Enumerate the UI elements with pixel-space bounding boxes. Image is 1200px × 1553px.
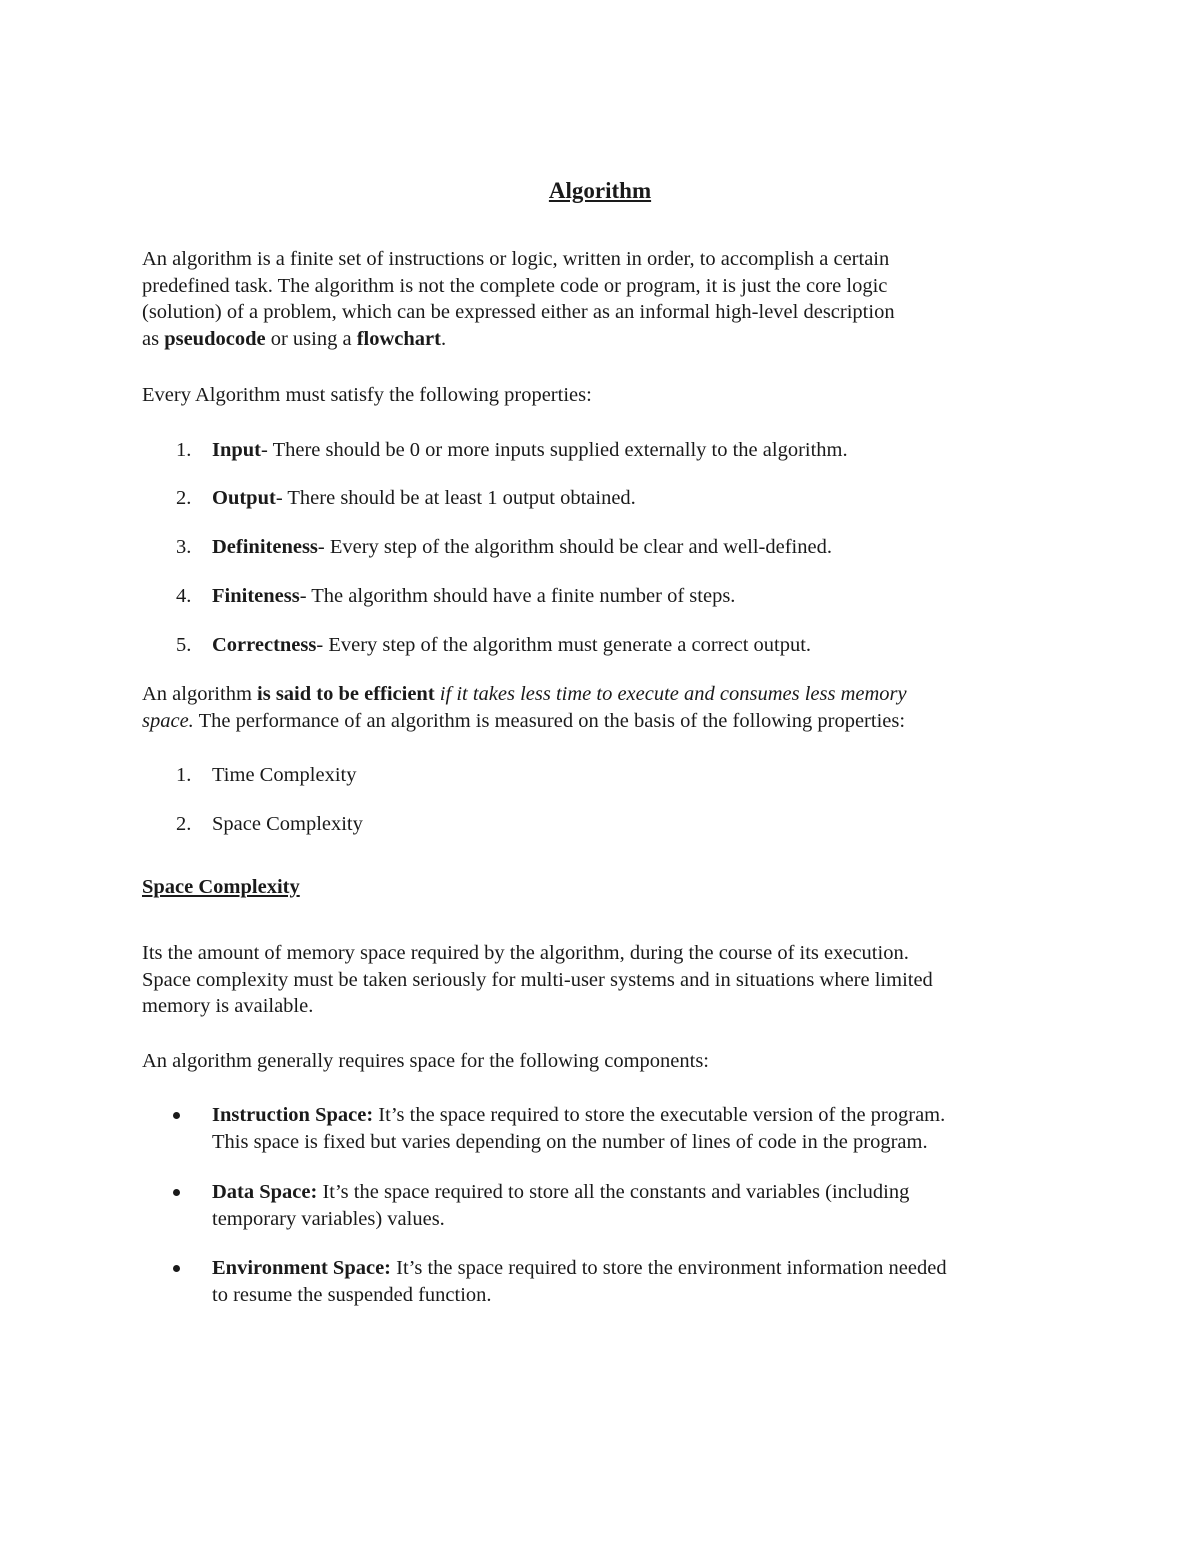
property-term: Input [212,439,262,461]
efficiency-italic: space. [142,709,194,732]
bullet-text [212,1179,1072,1232]
intro-text: . [440,327,447,350]
property-desc: - Every step of the algorithm should be clear and well-defined. [317,536,832,558]
definition-line: Its the amount of memory space required by the algorithm, during the course of its execution. [142,942,909,964]
intro-paragraph [142,246,1072,352]
intro-line: (solution) of a problem, which can be expressed either as an informal high-level description [142,301,895,323]
list-number: 3. [176,536,192,558]
efficiency-paragraph [142,681,1072,734]
component-term: Data Space: [212,1181,318,1203]
efficiency-italic: if it takes less time to execute and consumes less memory [434,683,907,705]
intro-text: or using a [265,327,357,350]
properties-intro: Every Algorithm must satisfy the following properties: [142,384,592,406]
definition-line: memory is available. [142,995,314,1017]
efficiency-bold: is said to be efficient [257,683,435,705]
components-intro: An algorithm generally requires space for the following components: [142,1050,710,1072]
property-desc: - There should be at least 1 output obtained. [275,487,636,509]
property-term: Correctness [212,634,317,656]
property-desc: - There should be 0 or more inputs supplied externally to the algorithm. [261,439,848,461]
list-number: 4. [176,585,192,607]
list-number: 1. [176,764,192,786]
efficiency-line [142,708,1072,735]
efficiency-line [142,681,1072,708]
efficiency-text: An algorithm [142,683,258,705]
bullet-line: temporary variables) values. [212,1207,445,1230]
property-desc: - The algorithm should have a finite number of steps. [299,585,736,607]
section-heading: Space Complexity [142,876,300,898]
list-number: 1. [176,439,192,461]
component-desc: It’s the space required to store the environment information needed [391,1257,947,1279]
list-number: 2. [176,813,192,835]
bullet-icon [173,1189,180,1196]
component-desc: It’s the space required to store all the constants and variables (including [317,1181,910,1203]
list-text: Time Complexity [212,764,357,786]
list-number: 2. [176,487,192,509]
list-text [212,583,1072,610]
bullet-line: This space is fixed but varies depending on the number of lines of code in the program. [212,1130,928,1153]
component-term: Instruction Space: [212,1104,374,1126]
bullet-text [212,1102,1072,1155]
pseudocode-term: pseudocode [164,327,266,350]
property-term: Finiteness [212,585,300,607]
list-text [212,437,1072,464]
property-term: Definiteness [212,536,318,558]
efficiency-text: The performance of an algorithm is measured on the basis of the following properties: [193,709,906,732]
component-term: Environment Space: [212,1257,392,1279]
bullet-text [212,1255,1072,1308]
intro-text: as [142,327,165,350]
component-desc: It’s the space required to store the executable version of the program. [373,1104,946,1126]
property-desc: - Every step of the algorithm must generate a correct output. [316,634,812,656]
bullet-line [212,1102,1072,1129]
flowchart-term: flowchart [356,327,441,350]
bullet-line [212,1179,1072,1206]
list-text [212,632,1072,659]
space-definition-paragraph [142,940,1072,1020]
intro-line: predefined task. The algorithm is not the complete code or program, it is just the core logic [142,274,888,297]
property-term: Output [212,487,276,509]
list-text [212,485,1072,512]
list-number: 5. [176,634,192,656]
document-title: Algorithm [548,178,652,203]
list-text: Space Complexity [212,813,363,835]
intro-line [142,326,1072,353]
bullet-line: to resume the suspended function. [212,1283,492,1306]
bullet-line [212,1255,1072,1282]
list-text [212,534,1072,561]
bullet-icon [173,1265,180,1272]
definition-line: Space complexity must be taken seriously for multi-user systems and in situations where limited [142,968,933,991]
bullet-icon [173,1112,180,1119]
intro-line: An algorithm is a finite set of instructions or logic, written in order, to accomplish a certain [142,248,890,270]
